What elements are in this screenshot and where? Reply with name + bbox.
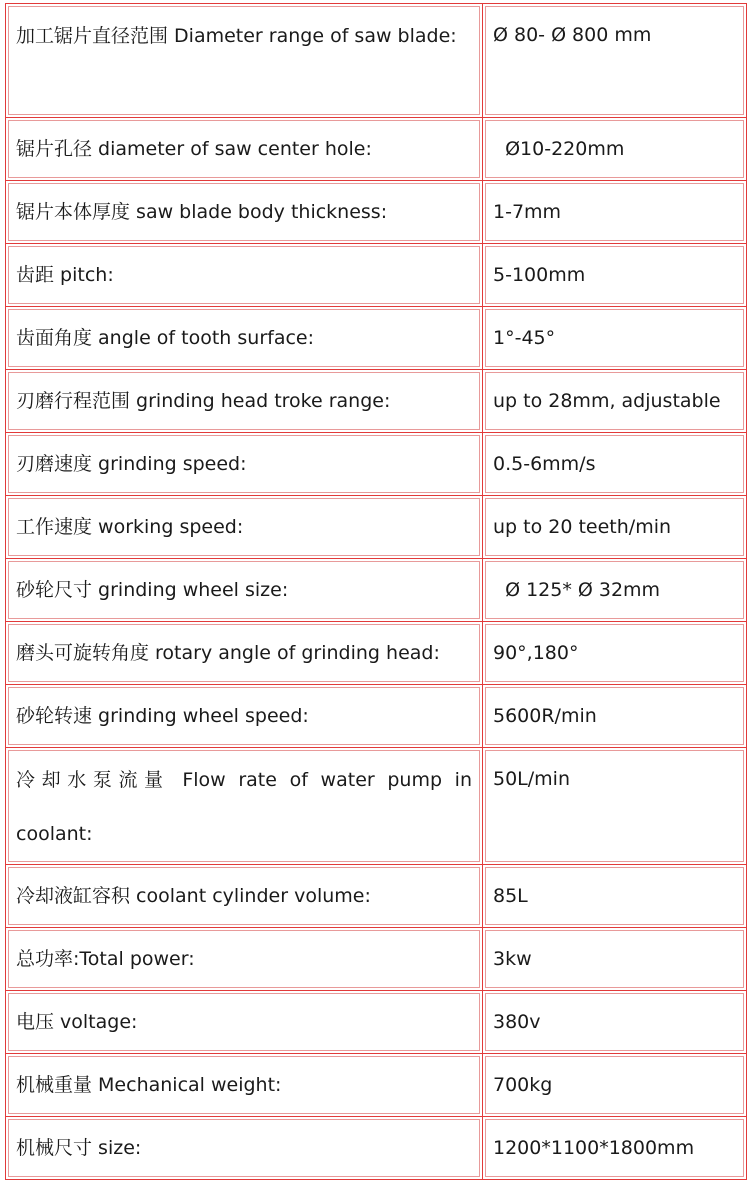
spec-value: 3kw bbox=[493, 948, 532, 970]
spec-label: 总功率:Total power: bbox=[8, 930, 480, 988]
spec-row bbox=[6, 748, 747, 865]
spec-row bbox=[6, 685, 747, 748]
spec-value-box bbox=[485, 372, 744, 430]
spec-value: Ø10-220mm bbox=[493, 138, 625, 160]
spec-row bbox=[6, 4, 747, 118]
spec-row bbox=[6, 496, 747, 559]
spec-label-cell bbox=[6, 4, 483, 118]
spec-label-cell bbox=[6, 559, 483, 622]
spec-value-box bbox=[485, 993, 744, 1051]
spec-label: 刃磨行程范围 grinding head troke range: bbox=[8, 372, 480, 430]
spec-value-box bbox=[485, 1119, 744, 1177]
spec-label: 刃磨速度 grinding speed: bbox=[8, 435, 480, 493]
spec-value-cell bbox=[483, 181, 747, 244]
spec-value-box bbox=[485, 435, 744, 493]
spec-label: 锯片本体厚度 saw blade body thickness: bbox=[8, 183, 480, 241]
spec-value-cell bbox=[483, 559, 747, 622]
spec-label: 砂轮转速 grinding wheel speed: bbox=[8, 687, 480, 745]
spec-value-cell bbox=[483, 685, 747, 748]
spec-value-cell bbox=[483, 244, 747, 307]
spec-label-cell bbox=[6, 370, 483, 433]
spec-value: 85L bbox=[493, 885, 528, 907]
spec-label: 冷却水泵流量 Flow rate of water pump in coolant: bbox=[8, 750, 480, 862]
spec-label: 磨头可旋转角度 rotary angle of grinding head: bbox=[8, 624, 480, 682]
spec-label: 工作速度 working speed: bbox=[8, 498, 480, 556]
spec-row bbox=[6, 1117, 747, 1180]
spec-label-cell bbox=[6, 1054, 483, 1117]
spec-value-cell bbox=[483, 118, 747, 181]
spec-label: 齿面角度 angle of tooth surface: bbox=[8, 309, 480, 367]
spec-row bbox=[6, 181, 747, 244]
spec-value: 90°,180° bbox=[493, 642, 579, 664]
spec-value-box bbox=[485, 6, 744, 115]
spec-value: 5600R/min bbox=[493, 705, 597, 727]
spec-row bbox=[6, 991, 747, 1054]
spec-value: 1200*1100*1800mm bbox=[493, 1137, 695, 1159]
spec-label: 冷却液缸容积 coolant cylinder volume: bbox=[8, 867, 480, 925]
spec-label: 机械尺寸 size: bbox=[8, 1119, 480, 1177]
spec-label-cell bbox=[6, 748, 483, 865]
spec-value-cell bbox=[483, 307, 747, 370]
spec-row bbox=[6, 622, 747, 685]
spec-value-cell bbox=[483, 4, 747, 118]
spec-value-box bbox=[485, 498, 744, 556]
spec-label-cell bbox=[6, 865, 483, 928]
spec-table-body bbox=[6, 4, 747, 1180]
spec-value-box bbox=[485, 1056, 744, 1114]
spec-label-cell bbox=[6, 1117, 483, 1180]
spec-value-box bbox=[485, 930, 744, 988]
spec-value: 1-7mm bbox=[493, 201, 562, 223]
spec-value: 50L/min bbox=[493, 768, 570, 790]
spec-value-cell bbox=[483, 433, 747, 496]
spec-label-cell bbox=[6, 307, 483, 370]
spec-value: 380v bbox=[493, 1011, 541, 1033]
spec-value-box bbox=[485, 120, 744, 178]
spec-value: 1°-45° bbox=[493, 327, 556, 349]
spec-label: 锯片孔径 diameter of saw center hole: bbox=[8, 120, 480, 178]
spec-value: up to 28mm, adjustable bbox=[493, 390, 721, 412]
spec-value-box bbox=[485, 750, 744, 862]
spec-value-box bbox=[485, 309, 744, 367]
spec-value-box bbox=[485, 624, 744, 682]
spec-value-cell bbox=[483, 1054, 747, 1117]
spec-value-cell bbox=[483, 928, 747, 991]
spec-value: up to 20 teeth/min bbox=[493, 516, 672, 538]
spec-value: 0.5-6mm/s bbox=[493, 453, 596, 475]
spec-row bbox=[6, 118, 747, 181]
spec-row bbox=[6, 244, 747, 307]
spec-row bbox=[6, 865, 747, 928]
spec-label-cell bbox=[6, 118, 483, 181]
spec-label-cell bbox=[6, 928, 483, 991]
spec-value-box bbox=[485, 183, 744, 241]
spec-label-cell bbox=[6, 496, 483, 559]
spec-row bbox=[6, 1054, 747, 1117]
spec-label-cell bbox=[6, 991, 483, 1054]
spec-label-cell bbox=[6, 244, 483, 307]
spec-value-cell bbox=[483, 496, 747, 559]
spec-value-box bbox=[485, 561, 744, 619]
spec-value-box bbox=[485, 867, 744, 925]
spec-row bbox=[6, 559, 747, 622]
spec-value-cell bbox=[483, 1117, 747, 1180]
spec-value-cell bbox=[483, 865, 747, 928]
spec-value: Ø 125* Ø 32mm bbox=[493, 579, 661, 601]
spec-value: Ø 80- Ø 800 mm bbox=[493, 24, 652, 46]
spec-row bbox=[6, 370, 747, 433]
spec-label-cell bbox=[6, 685, 483, 748]
spec-value-cell bbox=[483, 748, 747, 865]
spec-label: 砂轮尺寸 grinding wheel size: bbox=[8, 561, 480, 619]
spec-table bbox=[5, 3, 747, 1180]
spec-label: 齿距 pitch: bbox=[8, 246, 480, 304]
spec-label-cell bbox=[6, 181, 483, 244]
spec-value: 700kg bbox=[493, 1074, 553, 1096]
spec-label: 机械重量 Mechanical weight: bbox=[8, 1056, 480, 1114]
spec-value-cell bbox=[483, 991, 747, 1054]
spec-row bbox=[6, 433, 747, 496]
spec-label-cell bbox=[6, 622, 483, 685]
spec-value-box bbox=[485, 246, 744, 304]
spec-label: 电压 voltage: bbox=[8, 993, 480, 1051]
spec-label: 加工锯片直径范围 Diameter range of saw blade: bbox=[8, 6, 480, 115]
spec-value-box bbox=[485, 687, 744, 745]
spec-value-cell bbox=[483, 622, 747, 685]
spec-row bbox=[6, 307, 747, 370]
spec-label-cell bbox=[6, 433, 483, 496]
spec-value: 5-100mm bbox=[493, 264, 586, 286]
spec-value-cell bbox=[483, 370, 747, 433]
spec-row bbox=[6, 928, 747, 991]
